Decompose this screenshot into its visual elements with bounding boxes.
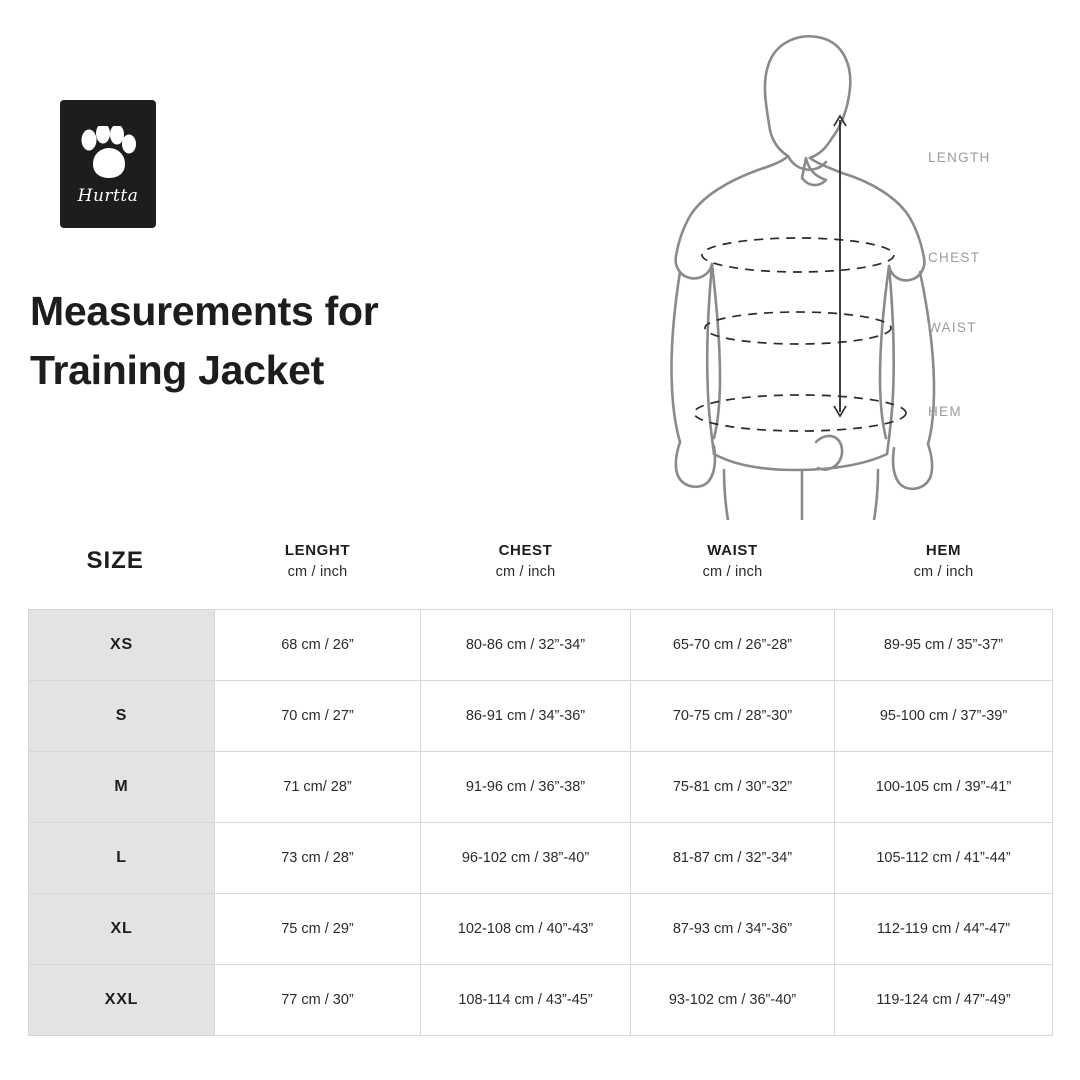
brand-logo (60, 100, 156, 228)
column-header-chest-label: CHEST (498, 542, 553, 559)
column-header-length-unit: cm / inch (287, 563, 348, 580)
page-title (30, 282, 550, 401)
figure-label-hem: HEM (928, 404, 962, 419)
cell-chest: 86-91 cm / 34”-36” (421, 680, 631, 751)
column-header-chest-unit: cm / inch (495, 563, 556, 580)
brand-wordmark: Hurtta (77, 186, 139, 206)
cell-hem: 100-105 cm / 39”-41” (835, 751, 1053, 822)
torso-figure-icon (620, 10, 1060, 520)
column-header-hem-unit: cm / inch (913, 563, 974, 580)
column-header-length (215, 540, 421, 609)
table-row (29, 964, 1053, 1035)
cell-waist: 75-81 cm / 30”-32” (631, 751, 835, 822)
column-header-hem (835, 540, 1053, 609)
column-header-waist-unit: cm / inch (702, 563, 763, 580)
page-title-line1: Measurements for (30, 288, 379, 334)
cell-hem: 112-119 cm / 44”-47” (835, 893, 1053, 964)
cell-length: 68 cm / 26” (215, 609, 421, 680)
cell-length: 75 cm / 29” (215, 893, 421, 964)
cell-waist: 70-75 cm / 28”-30” (631, 680, 835, 751)
cell-waist: 65-70 cm / 26”-28” (631, 609, 835, 680)
cell-size: XXL (29, 964, 215, 1035)
cell-length: 77 cm / 30” (215, 964, 421, 1035)
cell-length: 70 cm / 27” (215, 680, 421, 751)
column-header-chest (421, 540, 631, 609)
column-header-waist (631, 540, 835, 609)
cell-size: XL (29, 893, 215, 964)
cell-hem: 89-95 cm / 35”-37” (835, 609, 1053, 680)
column-header-hem-label: HEM (925, 542, 962, 559)
figure-label-waist: WAIST (928, 320, 977, 335)
size-table-wrapper (28, 540, 1052, 1036)
cell-hem: 119-124 cm / 47”-49” (835, 964, 1053, 1035)
size-table (28, 540, 1053, 1036)
cell-chest: 108-114 cm / 43”-45” (421, 964, 631, 1035)
page-title-line2: Training Jacket (30, 347, 325, 394)
cell-chest: 102-108 cm / 40”-43” (421, 893, 631, 964)
column-header-length-label: LENGHT (284, 542, 351, 559)
table-header-row (29, 540, 1053, 609)
table-row (29, 751, 1053, 822)
cell-length: 71 cm/ 28” (215, 751, 421, 822)
cell-waist: 81-87 cm / 32”-34” (631, 822, 835, 893)
cell-waist: 93-102 cm / 36”-40” (631, 964, 835, 1035)
figure-label-length: LENGTH (928, 150, 991, 165)
measurement-illustration (620, 10, 1060, 520)
cell-chest: 96-102 cm / 38”-40” (421, 822, 631, 893)
table-row (29, 893, 1053, 964)
cell-size: M (29, 751, 215, 822)
cell-hem: 95-100 cm / 37”-39” (835, 680, 1053, 751)
figure-label-chest: CHEST (928, 250, 981, 265)
cell-waist: 87-93 cm / 34”-36” (631, 893, 835, 964)
column-header-size: SIZE (86, 546, 144, 574)
cell-chest: 80-86 cm / 32”-34” (421, 609, 631, 680)
paw-icon (79, 126, 137, 187)
cell-chest: 91-96 cm / 36”-38” (421, 751, 631, 822)
cell-size: L (29, 822, 215, 893)
cell-hem: 105-112 cm / 41”-44” (835, 822, 1053, 893)
cell-size: XS (29, 609, 215, 680)
table-row (29, 822, 1053, 893)
table-row (29, 680, 1053, 751)
cell-length: 73 cm / 28” (215, 822, 421, 893)
cell-size: S (29, 680, 215, 751)
column-header-waist-label: WAIST (707, 542, 758, 559)
table-row (29, 609, 1053, 680)
